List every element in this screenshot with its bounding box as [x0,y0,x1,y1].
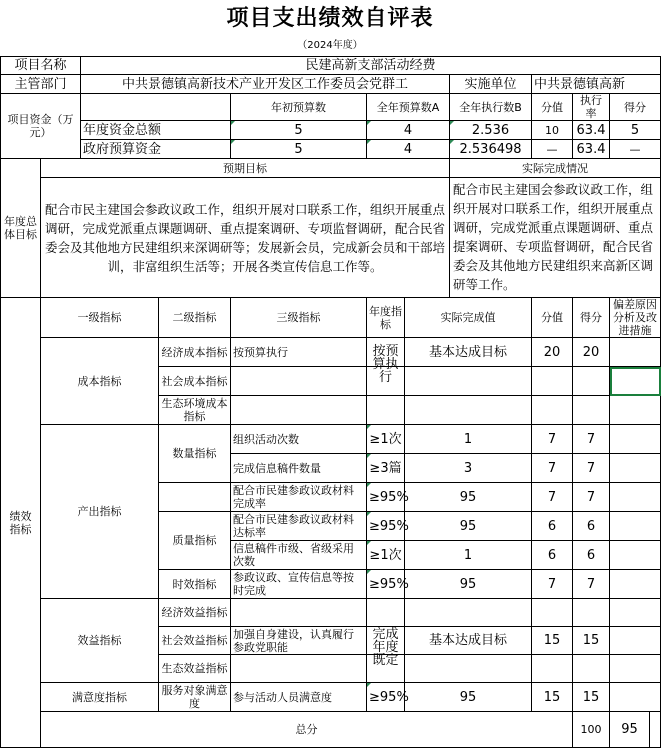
funds-header-score-val[interactable]: 分值 [532,94,573,121]
performance-indicators-label[interactable]: 绩效指标 [1,298,41,748]
cost-third-budget[interactable]: 按预算执行 [231,338,367,367]
output-score[interactable]: 7 [573,483,610,512]
output-deviation[interactable] [610,512,661,541]
output-score-val[interactable]: 7 [532,425,573,454]
output-deviation[interactable] [610,483,661,512]
social-cost-third[interactable] [231,367,367,396]
output-actual[interactable]: 3 [405,454,532,483]
eco-cost-score[interactable] [573,396,610,425]
project-name-value[interactable]: 民建高新支部活动经费 [81,57,661,75]
funds-header-init[interactable]: 年初预算数 [231,94,367,121]
header-annual-target[interactable]: 年度指标 [367,298,405,338]
funds-total-annual[interactable]: 4 [367,121,450,140]
social-benefit-actual[interactable]: 基本达成目标 [405,627,532,655]
cost-target[interactable]: 按预算执行 [367,338,405,367]
output-third[interactable]: 完成信息稿件数量 [231,454,367,483]
output-indicator[interactable]: 产出指标 [41,425,159,599]
eco-benefit-third[interactable] [231,655,367,683]
funds-header-score[interactable]: 得分 [610,94,661,121]
cost-score-val[interactable]: 20 [532,338,573,367]
header-deviation[interactable]: 偏差原因分析及改进措施 [610,298,661,338]
benefit-indicator[interactable]: 效益指标 [41,599,159,683]
econ-benefit-third[interactable] [231,599,367,627]
output-score[interactable]: 7 [573,454,610,483]
funds-gov-score[interactable]: — [610,140,661,159]
output-deviation[interactable] [610,425,661,454]
total-score-val[interactable]: 100 [573,712,610,748]
page-title: 项目支出绩效自评表 [226,6,434,31]
cost-indicator[interactable]: 成本指标 [41,338,159,425]
satisfaction-score-val[interactable]: 15 [532,683,573,712]
output-target[interactable]: ≥1次 [367,541,405,570]
funds-gov-rate[interactable]: 63.4 [573,140,610,159]
output-actual[interactable]: 1 [405,541,532,570]
econ-benefit-deviation[interactable] [610,599,661,627]
output-third[interactable]: 组织活动次数 [231,425,367,454]
output-actual[interactable]: 95 [405,570,532,599]
output-score[interactable]: 7 [573,570,610,599]
output-score[interactable]: 7 [573,425,610,454]
header-actual-value[interactable]: 实际完成值 [405,298,532,338]
funds-total-rate[interactable]: 63.4 [573,121,610,140]
econ-cost-indicator[interactable]: 经济成本指标 [159,338,231,367]
header-level1[interactable]: 一级指标 [41,298,159,338]
evaluation-table [0,56,661,748]
output-actual[interactable]: 95 [405,512,532,541]
social-benefit-target[interactable]: 完成年度既定 [367,627,405,655]
econ-benefit-target[interactable] [367,599,405,627]
eco-cost-score-val[interactable] [532,396,573,425]
social-benefit-indicator[interactable]: 社会效益指标 [159,627,231,655]
output-score-val[interactable]: 6 [532,541,573,570]
eco-benefit-indicator[interactable]: 生态效益指标 [159,655,231,683]
output-target[interactable]: ≥95% [367,570,405,599]
selected-cell[interactable] [610,367,661,396]
satisfaction-indicator[interactable]: 满意度指标 [41,683,159,712]
output-score[interactable]: 6 [573,541,610,570]
funds-header-exec[interactable]: 全年执行数B [450,94,532,121]
funds-blank[interactable] [81,94,231,121]
output-deviation[interactable] [610,454,661,483]
funds-total-exec[interactable]: 2.536 [450,121,532,140]
actual-completion-text[interactable]: 配合市民主建国会参政议政工作，组织开展对口联系工作，组织开展重点调研，完成党派重点课题调研、重点提案调研、专项监督调研，配合民省委会及其他地方民建组织来高新区调研等工作。 [450,178,661,298]
expected-goal-text[interactable]: 配合市民主建国会参政议政工作，组织开展对口联系工作，组织开展重点调研，完成党派重点课题调研、重点提案调研、专项监督调研，配合民省委会及其他地方民建组织来深调研等；发展新会员，完成新会员和干部培训，非富组织生活等；开展各类宣传信息工作等。 [41,178,450,298]
impl-unit-label[interactable]: 实施单位 [450,75,532,94]
funds-gov-annual[interactable]: 4 [367,140,450,159]
eco-cost-actual[interactable] [405,396,532,425]
eco-benefit-deviation[interactable] [610,655,661,683]
output-actual[interactable]: 95 [405,483,532,512]
participant-satisfaction[interactable]: 参与活动人员满意度 [231,683,367,712]
output-third[interactable]: 配合市民建参政议政材料达标率 [231,512,367,541]
output-target[interactable]: ≥95% [367,483,405,512]
econ-benefit-indicator[interactable]: 经济效益指标 [159,599,231,627]
econ-benefit-score[interactable] [573,599,610,627]
funds-gov-exec[interactable]: 2.536498 [450,140,532,159]
social-benefit-score[interactable]: 15 [573,627,610,655]
output-target[interactable]: ≥3篇 [367,454,405,483]
social-cost-indicator[interactable]: 社会成本指标 [159,367,231,396]
quality-indicator[interactable]: 质量指标 [159,512,231,570]
impl-unit-value[interactable]: 中共景德镇高新 [532,75,661,94]
output-deviation[interactable] [610,541,661,570]
eco-cost-target[interactable] [367,396,405,425]
funds-header-annual[interactable]: 全年预算数A [367,94,450,121]
eco-benefit-actual[interactable] [405,655,532,683]
funds-label[interactable]: 项目资金（万元） [1,94,81,159]
output-score-val[interactable]: 7 [532,454,573,483]
output-third[interactable]: 配合市民建参政议政材料完成率 [231,483,367,512]
annual-goals-label[interactable]: 年度总体目标 [1,159,41,298]
eco-benefit-score[interactable] [573,655,610,683]
econ-benefit-actual[interactable] [405,599,532,627]
social-benefit-deviation[interactable] [610,627,661,655]
cost-score[interactable]: 20 [573,338,610,367]
eco-cost-deviation[interactable] [610,396,661,425]
dept-label[interactable]: 主管部门 [1,75,81,94]
funds-header-rate[interactable]: 执行率 [573,94,610,121]
time-indicator[interactable]: 时效指标 [159,570,231,599]
funds-total-score-val[interactable]: 10 [532,121,573,140]
social-benefit-third[interactable]: 加强自身建设，认真履行参政党职能 [231,627,367,655]
header-score-val[interactable]: 分值 [532,298,573,338]
total-deviation[interactable] [650,712,661,748]
actual-completion-header[interactable]: 实际完成情况 [450,159,661,178]
social-cost-score-val[interactable] [532,367,573,396]
funds-total-init[interactable]: 5 [231,121,367,140]
total-score[interactable]: 95 [610,712,650,748]
output-actual[interactable]: 1 [405,425,532,454]
satisfaction-target[interactable]: ≥95% [367,683,405,712]
total-label[interactable]: 总分 [41,712,573,748]
social-benefit-score-val[interactable]: 15 [532,627,573,655]
output-score-val[interactable]: 6 [532,512,573,541]
header-level3[interactable]: 三级指标 [231,298,367,338]
eco-benefit-score-val[interactable] [532,655,573,683]
cost-actual[interactable]: 基本达成目标 [405,338,532,367]
report-year: （2024年度） [297,40,363,51]
eco-cost-indicator[interactable]: 生态环境成本指标 [159,396,231,425]
social-cost-actual[interactable] [405,367,532,396]
funds-total-label[interactable]: 年度资金总额 [81,121,231,140]
satisfaction-deviation[interactable] [610,683,661,712]
output-deviation[interactable] [610,570,661,599]
output-third[interactable]: 参政议政、宣传信息等按时完成 [231,570,367,599]
output-score-val[interactable]: 7 [532,570,573,599]
social-cost-score[interactable] [573,367,610,396]
eco-cost-third[interactable] [231,396,367,425]
funds-gov-init[interactable]: 5 [231,140,367,159]
output-target[interactable]: ≥1次 [367,425,405,454]
output-score-val[interactable]: 7 [532,483,573,512]
quantity-indicator[interactable]: 数量指标 [159,425,231,483]
service-satisfaction[interactable]: 服务对象满意度 [159,683,231,712]
funds-total-score[interactable]: 5 [610,121,661,140]
satisfaction-score[interactable]: 15 [573,683,610,712]
cost-deviation[interactable] [610,338,661,367]
output-target[interactable]: ≥95% [367,512,405,541]
project-name-label[interactable]: 项目名称 [1,57,81,75]
funds-gov-score-val[interactable]: — [532,140,573,159]
funds-gov-label[interactable]: 政府预算资金 [81,140,231,159]
output-third[interactable]: 信息稿件市级、省级采用次数 [231,541,367,570]
header-score[interactable]: 得分 [573,298,610,338]
output-score[interactable]: 6 [573,512,610,541]
expected-goal-header[interactable]: 预期目标 [41,159,450,178]
econ-benefit-score-val[interactable] [532,599,573,627]
header-level2[interactable]: 二级指标 [159,298,231,338]
satisfaction-actual[interactable]: 95 [405,683,532,712]
dept-value[interactable]: 中共景德镇高新技术产业开发区工作委员会党群工 [81,75,450,94]
quantity-indicator-cont[interactable] [159,483,231,512]
